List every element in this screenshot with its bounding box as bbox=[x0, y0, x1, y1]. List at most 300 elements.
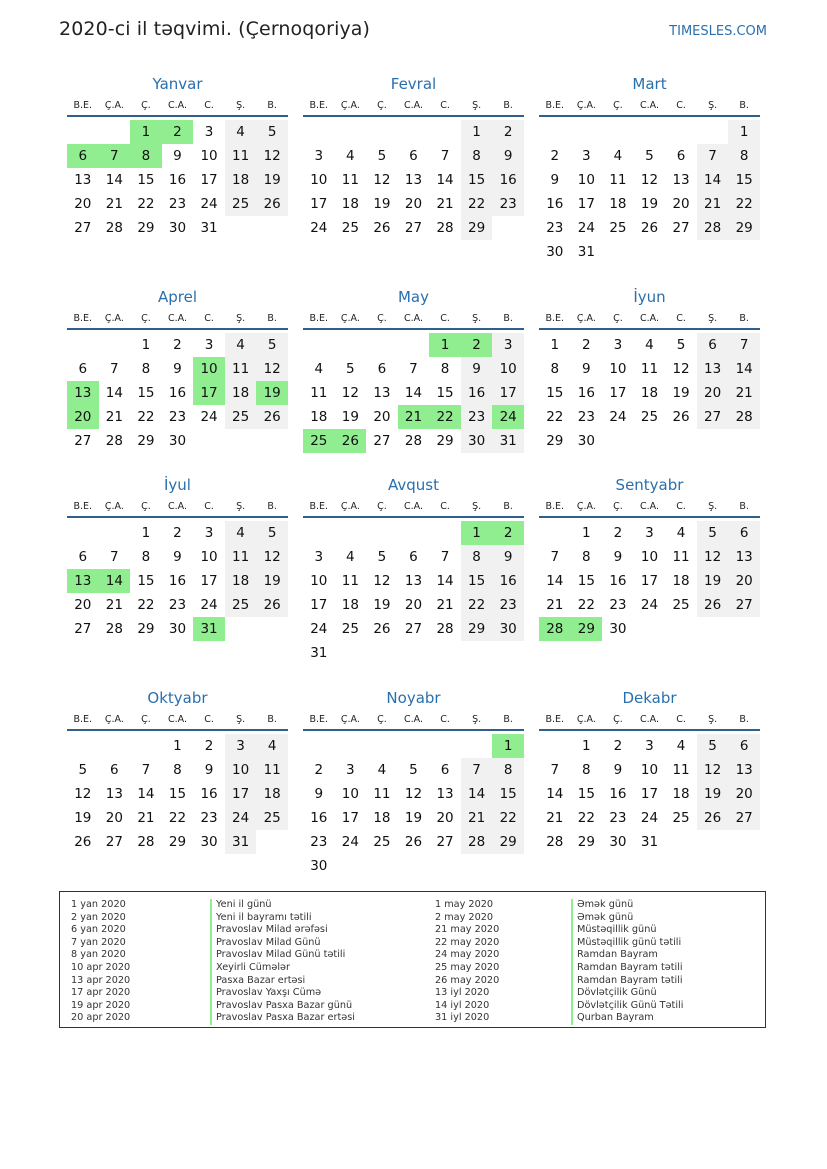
day-cell: 20 bbox=[404, 196, 423, 212]
holiday-day-cell: 29 bbox=[571, 617, 603, 641]
day-grid bbox=[303, 333, 524, 453]
legend-right-names bbox=[571, 899, 683, 1025]
weekday-label: B. bbox=[267, 100, 277, 111]
legend-holiday-name: Ramdan Bayram bbox=[571, 949, 683, 962]
day-cell: 16 bbox=[461, 381, 493, 405]
day-cell: 4 bbox=[256, 734, 288, 758]
weekday-label: Ç. bbox=[377, 100, 387, 111]
day-cell: 29 bbox=[492, 830, 524, 854]
day-cell: 31 bbox=[640, 834, 659, 850]
holiday-day-cell: 1 bbox=[429, 333, 461, 357]
weekday-label: B.E. bbox=[73, 313, 93, 324]
empty-cell bbox=[398, 521, 430, 545]
day-cell: 5 bbox=[697, 521, 729, 545]
legend-holiday-name: Dövlətçilik Günü bbox=[571, 987, 683, 1000]
day-cell: 16 bbox=[546, 196, 564, 212]
weekday-label: B.E. bbox=[309, 714, 329, 725]
day-cell: 27 bbox=[404, 621, 423, 637]
empty-cell bbox=[697, 120, 729, 144]
day-cell: 7 bbox=[440, 148, 450, 164]
empty-cell bbox=[335, 734, 367, 758]
day-cell: 22 bbox=[492, 806, 524, 830]
day-cell: 8 bbox=[582, 762, 591, 778]
day-cell: 5 bbox=[256, 521, 288, 545]
legend-date: 19 apr 2020 bbox=[71, 999, 131, 1011]
day-cell: 30 bbox=[609, 621, 627, 637]
day-cell: 18 bbox=[225, 381, 257, 405]
day-cell: 21 bbox=[105, 409, 123, 425]
weekday-label: Ç. bbox=[377, 313, 387, 324]
day-cell: 2 bbox=[173, 337, 182, 353]
day-cell: 12 bbox=[256, 357, 288, 381]
holiday-day-cell: 1 bbox=[130, 120, 162, 144]
day-cell: 23 bbox=[168, 597, 187, 613]
weekday-label: Ş. bbox=[236, 100, 246, 111]
day-cell: 17 bbox=[225, 782, 257, 806]
day-cell: 15 bbox=[577, 786, 595, 802]
day-cell: 27 bbox=[404, 220, 423, 236]
weekday-label: C. bbox=[440, 501, 450, 512]
day-cell: 1 bbox=[461, 120, 493, 144]
day-cell: 22 bbox=[461, 192, 493, 216]
weekday-label: C.A. bbox=[639, 714, 659, 725]
month-name: May bbox=[397, 288, 429, 306]
day-cell: 24 bbox=[640, 597, 659, 613]
day-cell: 7 bbox=[697, 144, 729, 168]
day-cell: 24 bbox=[609, 409, 627, 425]
day-cell: 6 bbox=[697, 333, 729, 357]
day-cell: 16 bbox=[609, 786, 627, 802]
day-cell: 26 bbox=[74, 834, 92, 850]
empty-cell bbox=[429, 521, 461, 545]
day-cell: 20 bbox=[373, 409, 391, 425]
day-cell: 21 bbox=[436, 196, 454, 212]
day-cell: 3 bbox=[346, 762, 355, 778]
empty-cell bbox=[539, 120, 571, 144]
day-cell: 31 bbox=[577, 244, 595, 260]
day-cell: 1 bbox=[141, 525, 151, 541]
legend-holiday-name: Müstəqillik günü tətili bbox=[571, 937, 683, 950]
weekday-label: C.A. bbox=[403, 501, 423, 512]
day-cell: 17 bbox=[609, 385, 627, 401]
day-cell: 19 bbox=[341, 409, 359, 425]
day-cell: 6 bbox=[78, 549, 88, 565]
day-grid bbox=[303, 734, 524, 878]
day-cell: 25 bbox=[672, 597, 690, 613]
day-cell: 22 bbox=[728, 192, 760, 216]
legend-holiday-name: Pravoslav Pasxa Bazar günü bbox=[210, 1000, 355, 1013]
day-cell: 19 bbox=[404, 810, 423, 826]
day-cell: 12 bbox=[256, 545, 288, 569]
day-cell: 22 bbox=[577, 810, 595, 826]
legend-date: 10 apr 2020 bbox=[71, 961, 131, 973]
day-cell: 31 bbox=[225, 830, 257, 854]
day-cell: 16 bbox=[492, 569, 524, 593]
day-cell: 8 bbox=[141, 361, 151, 377]
day-cell: 20 bbox=[697, 381, 729, 405]
weekday-label: B. bbox=[739, 313, 749, 324]
day-cell: 9 bbox=[550, 172, 560, 188]
day-cell: 27 bbox=[373, 433, 391, 449]
day-cell: 3 bbox=[225, 734, 257, 758]
empty-cell bbox=[335, 521, 367, 545]
holiday-day-cell: 20 bbox=[67, 405, 99, 429]
day-cell: 26 bbox=[697, 806, 729, 830]
day-cell: 17 bbox=[200, 172, 218, 188]
holiday-day-cell: 14 bbox=[99, 569, 131, 593]
weekday-label: B.E. bbox=[309, 501, 329, 512]
weekday-header bbox=[67, 95, 288, 117]
weekday-label: C.A. bbox=[167, 714, 187, 725]
day-cell: 7 bbox=[550, 762, 560, 778]
day-cell: 2 bbox=[582, 337, 591, 353]
legend-date: 17 apr 2020 bbox=[71, 987, 131, 999]
day-cell: 19 bbox=[373, 196, 391, 212]
day-cell: 9 bbox=[613, 762, 623, 778]
day-cell: 29 bbox=[577, 834, 595, 850]
day-cell: 15 bbox=[461, 168, 493, 192]
month-4 bbox=[303, 286, 524, 453]
day-cell: 11 bbox=[310, 385, 328, 401]
day-cell: 29 bbox=[137, 433, 155, 449]
day-cell: 18 bbox=[256, 782, 288, 806]
day-cell: 24 bbox=[200, 196, 218, 212]
empty-cell bbox=[335, 120, 367, 144]
day-cell: 17 bbox=[310, 196, 328, 212]
weekday-label: Ş. bbox=[236, 714, 246, 725]
weekday-label: Ç.A. bbox=[104, 501, 124, 512]
day-cell: 15 bbox=[137, 172, 155, 188]
holiday-day-cell: 6 bbox=[67, 144, 99, 168]
holiday-day-cell: 2 bbox=[461, 333, 493, 357]
weekday-label: Ş. bbox=[472, 313, 482, 324]
day-cell: 2 bbox=[613, 525, 623, 541]
weekday-label: B.E. bbox=[73, 100, 93, 111]
month-name: Mart bbox=[632, 75, 667, 93]
day-cell: 26 bbox=[672, 409, 690, 425]
holiday-day-cell: 1 bbox=[461, 521, 493, 545]
empty-cell bbox=[366, 120, 398, 144]
empty-cell bbox=[67, 734, 99, 758]
day-cell: 3 bbox=[314, 549, 324, 565]
day-cell: 18 bbox=[672, 573, 690, 589]
day-cell: 11 bbox=[373, 786, 391, 802]
day-cell: 25 bbox=[373, 834, 391, 850]
day-cell: 5 bbox=[697, 734, 729, 758]
day-cell: 26 bbox=[373, 220, 391, 236]
day-cell: 12 bbox=[672, 361, 690, 377]
day-cell: 1 bbox=[582, 525, 591, 541]
day-cell: 22 bbox=[168, 810, 187, 826]
day-cell: 27 bbox=[697, 405, 729, 429]
day-cell: 4 bbox=[613, 148, 623, 164]
legend-holiday-name: Pravoslav Milad Günü tətili bbox=[210, 949, 355, 962]
day-cell: 2 bbox=[314, 762, 324, 778]
empty-cell bbox=[303, 120, 335, 144]
legend-date: 14 iyl 2020 bbox=[435, 999, 490, 1011]
month-name: İyun bbox=[633, 288, 666, 306]
day-cell: 28 bbox=[436, 220, 454, 236]
day-cell: 6 bbox=[110, 762, 119, 778]
day-cell: 24 bbox=[200, 597, 218, 613]
holiday-day-cell: 31 bbox=[193, 617, 225, 641]
weekday-label: C.A. bbox=[167, 313, 187, 324]
day-cell: 26 bbox=[256, 192, 288, 216]
month-name: Dekabr bbox=[622, 689, 677, 707]
day-cell: 14 bbox=[105, 385, 123, 401]
day-cell: 23 bbox=[546, 220, 564, 236]
day-cell: 21 bbox=[546, 597, 564, 613]
weekday-label: C. bbox=[676, 100, 686, 111]
day-cell: 2 bbox=[204, 738, 214, 754]
day-cell: 30 bbox=[168, 433, 187, 449]
weekday-label: Ş. bbox=[472, 100, 482, 111]
day-cell: 11 bbox=[672, 762, 690, 778]
day-cell: 27 bbox=[728, 806, 760, 830]
day-cell: 13 bbox=[105, 786, 123, 802]
day-cell: 30 bbox=[461, 429, 493, 453]
holiday-day-cell: 2 bbox=[492, 521, 524, 545]
day-cell: 4 bbox=[346, 148, 355, 164]
day-cell: 14 bbox=[404, 385, 423, 401]
weekday-header bbox=[539, 496, 760, 518]
weekday-label: Ç. bbox=[141, 313, 151, 324]
day-cell: 15 bbox=[168, 786, 187, 802]
day-cell: 22 bbox=[546, 409, 564, 425]
day-grid bbox=[67, 734, 288, 854]
weekday-label: B. bbox=[503, 100, 513, 111]
day-cell: 30 bbox=[492, 617, 524, 641]
legend-date: 25 may 2020 bbox=[435, 961, 500, 973]
month-name: İyul bbox=[164, 476, 191, 494]
weekday-header bbox=[539, 308, 760, 330]
day-cell: 15 bbox=[137, 573, 155, 589]
legend-holiday-name: Dövlətçilik Günü Tətili bbox=[571, 1000, 683, 1013]
month-8 bbox=[539, 474, 760, 641]
day-cell: 17 bbox=[341, 810, 359, 826]
day-cell: 19 bbox=[697, 782, 729, 806]
month-name: Fevral bbox=[390, 75, 437, 93]
weekday-label: B. bbox=[503, 313, 513, 324]
day-cell: 18 bbox=[640, 385, 659, 401]
day-cell: 29 bbox=[461, 617, 493, 641]
weekday-label: Ç. bbox=[141, 100, 151, 111]
day-cell: 5 bbox=[78, 762, 88, 778]
day-cell: 3 bbox=[645, 738, 654, 754]
day-cell: 9 bbox=[204, 762, 214, 778]
day-cell: 25 bbox=[256, 806, 288, 830]
empty-cell bbox=[571, 120, 603, 144]
day-grid bbox=[539, 521, 760, 641]
legend-holiday-name: Yeni il günü bbox=[210, 899, 355, 912]
month-7 bbox=[303, 474, 524, 665]
day-cell: 18 bbox=[225, 569, 257, 593]
day-cell: 28 bbox=[105, 621, 123, 637]
weekday-header bbox=[303, 308, 524, 330]
day-cell: 11 bbox=[341, 573, 359, 589]
legend-date: 2 may 2020 bbox=[435, 911, 494, 923]
empty-cell bbox=[398, 333, 430, 357]
day-cell: 7 bbox=[728, 333, 760, 357]
day-cell: 15 bbox=[137, 385, 155, 401]
holiday-day-cell: 25 bbox=[303, 429, 335, 453]
weekday-label: Ç.A. bbox=[340, 100, 360, 111]
weekday-label: Ş. bbox=[708, 313, 718, 324]
day-cell: 29 bbox=[546, 433, 564, 449]
day-cell: 7 bbox=[110, 361, 119, 377]
day-cell: 3 bbox=[492, 333, 524, 357]
legend-left-dates bbox=[71, 899, 130, 1025]
day-cell: 9 bbox=[461, 357, 493, 381]
weekday-header bbox=[67, 308, 288, 330]
weekday-label: B.E. bbox=[309, 313, 329, 324]
day-cell: 10 bbox=[609, 361, 627, 377]
day-cell: 31 bbox=[310, 645, 328, 661]
day-cell: 10 bbox=[341, 786, 359, 802]
day-cell: 8 bbox=[173, 762, 182, 778]
day-cell: 9 bbox=[173, 549, 182, 565]
weekday-header bbox=[303, 496, 524, 518]
month-name: Sentyabr bbox=[615, 476, 684, 494]
day-cell: 12 bbox=[404, 786, 423, 802]
day-grid bbox=[539, 734, 760, 854]
day-cell: 26 bbox=[256, 593, 288, 617]
day-cell: 11 bbox=[225, 144, 257, 168]
day-cell: 24 bbox=[310, 621, 328, 637]
holiday-day-cell: 2 bbox=[162, 120, 194, 144]
month-name: Aprel bbox=[157, 288, 198, 306]
day-cell: 20 bbox=[105, 810, 123, 826]
weekday-label: B. bbox=[267, 501, 277, 512]
day-cell: 27 bbox=[74, 433, 92, 449]
legend-holiday-name: Ramdan Bayram tətili bbox=[571, 962, 683, 975]
day-cell: 14 bbox=[436, 172, 454, 188]
day-cell: 9 bbox=[492, 144, 524, 168]
legend-date: 8 yan 2020 bbox=[71, 949, 126, 961]
day-cell: 8 bbox=[550, 361, 560, 377]
weekday-label: Ç.A. bbox=[576, 100, 596, 111]
legend-holiday-name: Pravoslav Yaxşı Cümə bbox=[210, 987, 355, 1000]
weekday-header bbox=[539, 709, 760, 731]
empty-cell bbox=[398, 734, 430, 758]
legend-left-names bbox=[210, 899, 355, 1025]
day-cell: 10 bbox=[310, 172, 328, 188]
day-cell: 19 bbox=[697, 569, 729, 593]
holiday-legend bbox=[59, 891, 766, 1028]
day-cell: 18 bbox=[672, 786, 690, 802]
day-cell: 23 bbox=[168, 196, 187, 212]
day-cell: 27 bbox=[728, 593, 760, 617]
day-cell: 16 bbox=[577, 385, 595, 401]
day-cell: 25 bbox=[225, 405, 257, 429]
day-cell: 22 bbox=[461, 593, 493, 617]
day-cell: 24 bbox=[200, 409, 218, 425]
day-cell: 6 bbox=[440, 762, 450, 778]
day-cell: 12 bbox=[373, 172, 391, 188]
day-cell: 7 bbox=[141, 762, 151, 778]
holiday-day-cell: 26 bbox=[335, 429, 367, 453]
month-6 bbox=[67, 474, 288, 641]
day-cell: 6 bbox=[409, 148, 418, 164]
legend-date: 7 yan 2020 bbox=[71, 936, 126, 948]
weekday-label: C.A. bbox=[167, 100, 187, 111]
day-cell: 12 bbox=[74, 786, 92, 802]
weekday-label: Ç.A. bbox=[104, 714, 124, 725]
legend-date: 1 may 2020 bbox=[435, 899, 494, 910]
day-cell: 20 bbox=[74, 597, 92, 613]
day-cell: 5 bbox=[256, 333, 288, 357]
day-cell: 24 bbox=[225, 806, 257, 830]
day-cell: 11 bbox=[341, 172, 359, 188]
day-cell: 3 bbox=[582, 148, 591, 164]
day-cell: 20 bbox=[728, 569, 760, 593]
weekday-label: C. bbox=[204, 313, 214, 324]
day-cell: 10 bbox=[640, 762, 659, 778]
day-cell: 20 bbox=[436, 810, 454, 826]
day-cell: 25 bbox=[341, 621, 359, 637]
day-cell: 27 bbox=[74, 621, 92, 637]
day-cell: 1 bbox=[582, 738, 591, 754]
weekday-label: B. bbox=[739, 714, 749, 725]
holiday-day-cell: 13 bbox=[67, 381, 99, 405]
day-cell: 18 bbox=[609, 196, 627, 212]
legend-date: 1 yan 2020 bbox=[71, 899, 126, 910]
day-cell: 8 bbox=[492, 758, 524, 782]
day-cell: 30 bbox=[168, 220, 187, 236]
day-cell: 18 bbox=[310, 409, 328, 425]
month-name: Oktyabr bbox=[147, 689, 208, 707]
legend-date: 20 apr 2020 bbox=[71, 1012, 131, 1024]
empty-cell bbox=[303, 333, 335, 357]
day-cell: 13 bbox=[373, 385, 391, 401]
weekday-label: B.E. bbox=[545, 313, 565, 324]
day-cell: 6 bbox=[728, 734, 760, 758]
day-cell: 30 bbox=[546, 244, 564, 260]
weekday-label: Ç. bbox=[377, 714, 387, 725]
day-cell: 29 bbox=[137, 220, 155, 236]
day-cell: 10 bbox=[492, 357, 524, 381]
day-cell: 17 bbox=[310, 597, 328, 613]
month-9 bbox=[67, 687, 288, 854]
holiday-day-cell: 17 bbox=[193, 381, 225, 405]
day-cell: 3 bbox=[645, 525, 654, 541]
empty-cell bbox=[429, 120, 461, 144]
weekday-label: C. bbox=[676, 313, 686, 324]
legend-holiday-name: Pravoslav Milad ərəfəsi bbox=[210, 924, 355, 937]
day-cell: 18 bbox=[341, 597, 359, 613]
day-cell: 20 bbox=[672, 196, 690, 212]
day-cell: 22 bbox=[137, 409, 155, 425]
day-cell: 13 bbox=[404, 172, 423, 188]
weekday-label: Ç.A. bbox=[576, 501, 596, 512]
weekday-label: Ç. bbox=[377, 501, 387, 512]
site-link[interactable]: TIMESLES.COM bbox=[669, 24, 767, 39]
day-cell: 5 bbox=[346, 361, 355, 377]
month-3 bbox=[67, 286, 288, 453]
weekday-label: Ç. bbox=[141, 501, 151, 512]
day-cell: 19 bbox=[672, 385, 690, 401]
day-cell: 21 bbox=[105, 196, 123, 212]
day-cell: 8 bbox=[141, 549, 151, 565]
day-cell: 6 bbox=[676, 148, 686, 164]
day-cell: 25 bbox=[341, 220, 359, 236]
day-cell: 11 bbox=[609, 172, 627, 188]
day-cell: 23 bbox=[461, 405, 493, 429]
weekday-label: C. bbox=[204, 714, 214, 725]
day-cell: 28 bbox=[436, 621, 454, 637]
legend-holiday-name: Əmək günü bbox=[571, 899, 683, 912]
day-cell: 23 bbox=[492, 192, 524, 216]
